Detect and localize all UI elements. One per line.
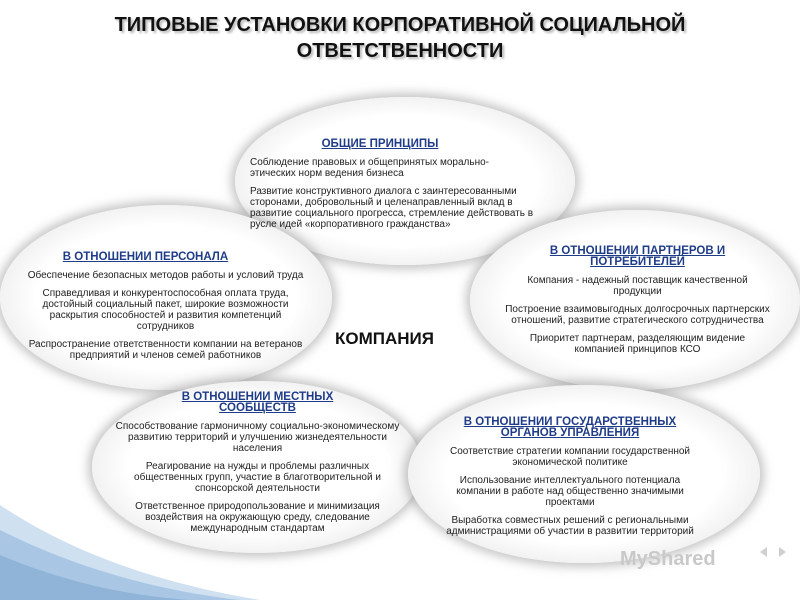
heading-general-principles: ОБЩИЕ ПРИНЦИПЫ [321, 138, 439, 150]
general-item-1: Соблюдение правовых и общепринятых морально-этических норм ведения бизнеса [250, 157, 489, 179]
heading-government: В ОТНОШЕНИИ ГОСУДАРСТВЕННЫХ ОРГАНОВ УПРАВЛЕНИЯ [463, 416, 677, 439]
block-staff [8, 252, 323, 368]
block-government [425, 417, 715, 544]
watermark: MyShared [620, 548, 716, 570]
government-item-2: Использование интеллектуального потенциала компании в работе над общественно значимыми проектами [456, 475, 684, 508]
next-slide-icon[interactable] [775, 545, 789, 559]
block-communities [115, 392, 400, 541]
heading-communities: В ОТНОШЕНИИ МЕСТНЫХ СООБЩЕСТВ [181, 391, 334, 414]
partners-item-2: Построение взаимовыгодных долгосрочных партнерских отношений, развитие стратегического сотрудничества [505, 304, 770, 326]
communities-item-2: Реагирование на нужды и проблемы различных общественных групп, участие в благотворительной и спонсорской деятельности [134, 461, 381, 494]
block-partners [495, 246, 780, 362]
staff-item-2: Справедливая и конкурентоспособная оплата труда, достойный социальный пакет, широкие возможности раскрытия способностей и развития компетенций сотрудников [42, 288, 289, 332]
staff-item-1: Обеспечение безопасных методов работы и условий труда [27, 270, 304, 281]
heading-partners: В ОТНОШЕНИИ ПАРТНЕРОВ И ПОТРЕБИТЕЛЕЙ [549, 245, 726, 268]
communities-item-1: Способствование гармоничному социально-экономическому развитию территорий и улучшению жизнедеятельности населения [115, 421, 400, 454]
staff-item-3: Распространение ответственности компании на ветеранов предприятий и членов семей работников [28, 339, 303, 361]
title-line-1: ТИПОВЫЕ УСТАНОВКИ КОРПОРАТИВНОЙ СОЦИАЛЬНОЙ [114, 14, 686, 36]
partners-item-1: Компания - надежный поставщик качественной продукции [527, 275, 748, 297]
page-title [60, 12, 740, 64]
prev-slide-icon[interactable] [757, 545, 771, 559]
government-item-3: Выработка совместных решений с региональными администрациями об участии в развитии территорий [446, 515, 694, 537]
center-label-company: КОМПАНИЯ [335, 329, 434, 348]
title-line-2: ОТВЕТСТВЕННОСТИ [296, 40, 504, 62]
block-general-principles [250, 139, 550, 237]
general-item-2: Развитие конструктивного диалога с заинтересованными сторонами, добровольный и целенаправленный вклад в развитие социального прогресса, стремление действовать в русле идей «корпоративного гражданства» [250, 186, 534, 230]
communities-item-3: Ответственное природопользование и минимизация воздействия на окружающую среду, следование международным стандартам [135, 501, 380, 534]
government-item-1: Соответствие стратегии компании государственной экономической политике [449, 446, 691, 468]
heading-staff: В ОТНОШЕНИИ ПЕРСОНАЛА [62, 251, 229, 263]
partners-item-3: Приоритет партнерам, разделяющим видение компанией принципов КСО [529, 333, 746, 355]
